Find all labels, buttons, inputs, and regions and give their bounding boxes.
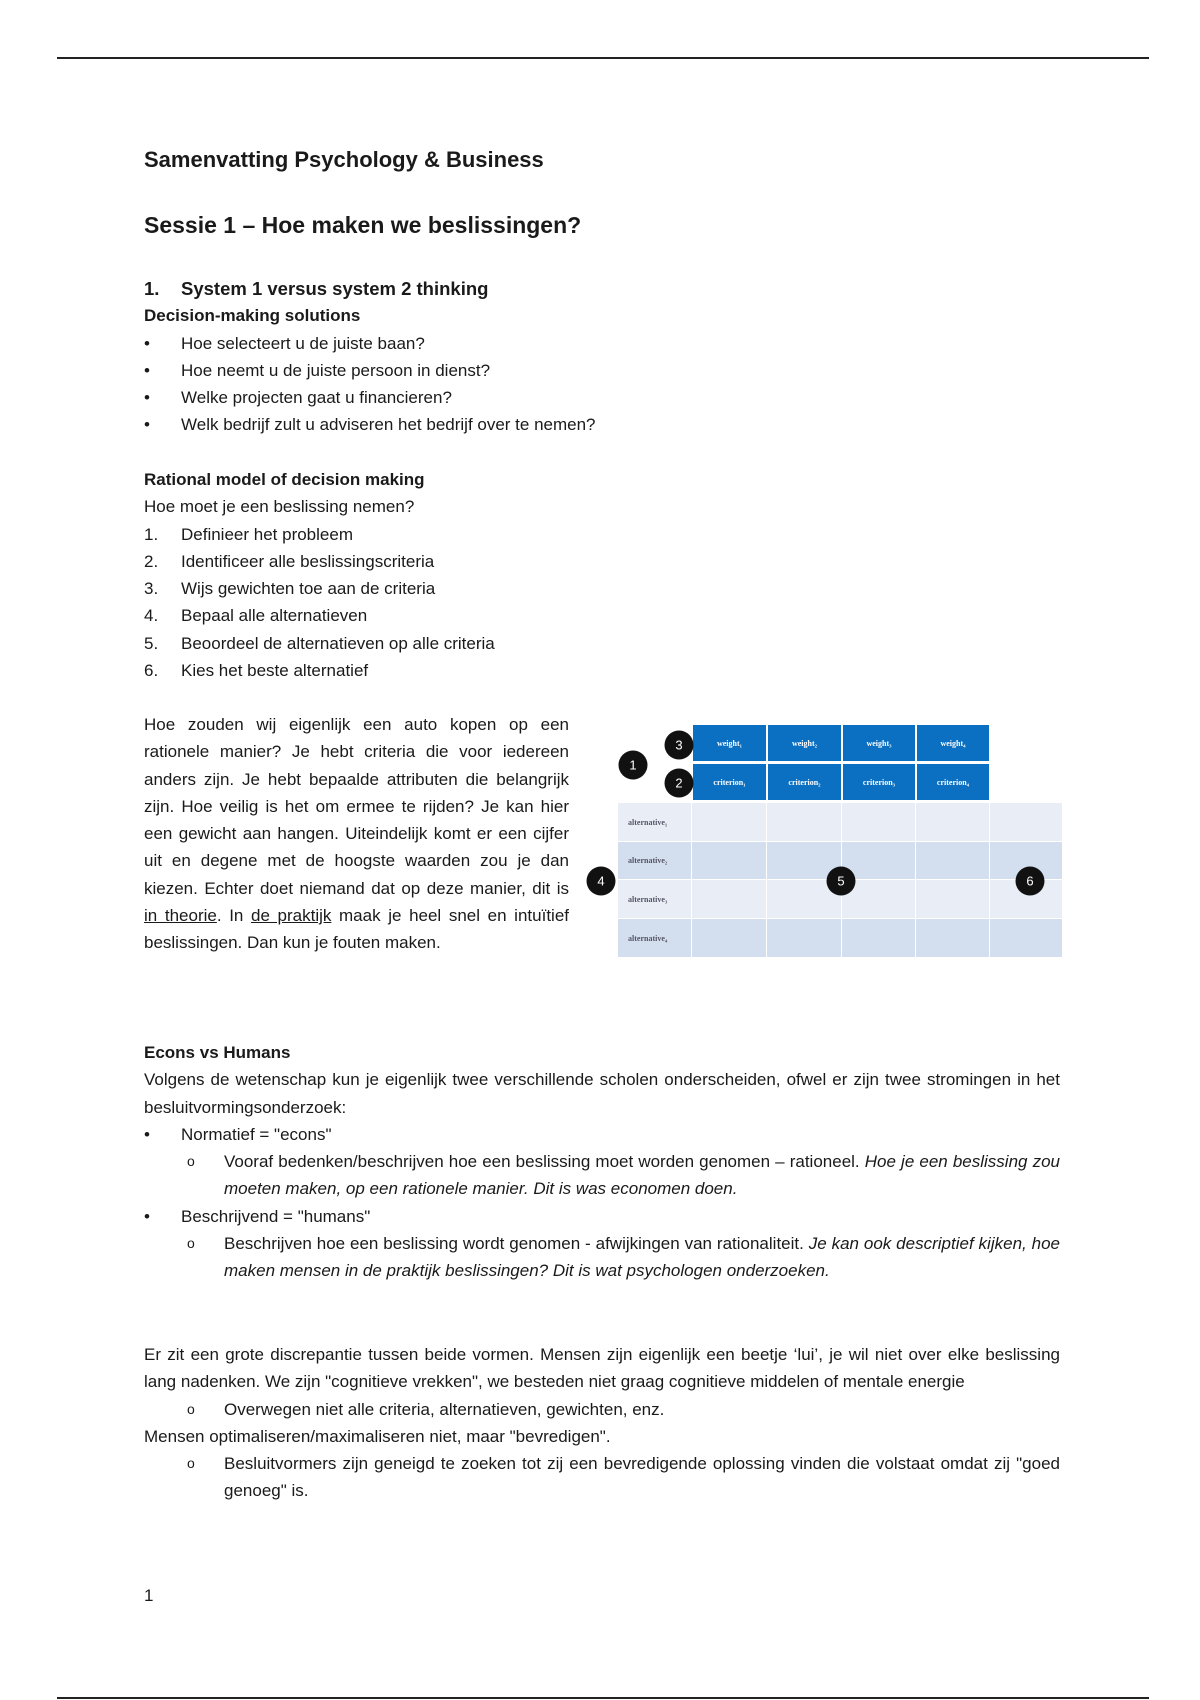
step-marker-6: 6 — [1016, 867, 1045, 896]
rational-heading: Rational model of decision making — [144, 470, 425, 489]
score-cell — [767, 803, 841, 841]
list-item: 2. Identificeer alle beslissingscriteria — [144, 551, 435, 571]
score-cell — [842, 919, 915, 957]
sub-list-item: o Overwegen niet alle criteria, alternatieven, gewichten, enz. — [187, 1399, 665, 1419]
top-rule — [57, 57, 1149, 59]
car-paragraph: Hoe zouden wij eigenlijk een auto kopen op een rationele manier? Je hebt criteria die voor iedereen anders zijn. Je hebt bepaalde attributen die belangrijk zijn. Hoe veilig is het om ermee te rijden? Je kan hier een gewicht aan hangen. Uiteindelijk komt er een cijfer uit en degene met de hoogste waarden zou je dan kiezen. Echter doet niemand dat op deze manier, dit is in theorie. In de praktijk maak je heel snel en intuïtief beslissingen. Dan kun je fouten maken. — [144, 715, 569, 953]
bottom-rule — [57, 1697, 1149, 1699]
rational-section — [144, 466, 1060, 684]
section-number: 1. — [144, 278, 160, 299]
econs-section — [144, 1039, 1060, 1285]
score-cell — [692, 880, 766, 918]
step-marker-2: 2 — [665, 769, 694, 798]
alternative-cell: alternative₂ — [618, 842, 691, 879]
score-cell — [842, 803, 915, 841]
list-item: 5. Beoordeel de alternatieven op alle criteria — [144, 633, 495, 653]
rational-steps — [144, 521, 1060, 685]
list-item: 4. Bepaal alle alternatieven — [144, 606, 368, 626]
step-marker-1: 1 — [619, 751, 648, 780]
list-item: • Welk bedrijf zult u adviseren het bedrijf over te nemen? — [144, 415, 596, 435]
criterion-header: criterion₁ — [692, 763, 767, 801]
list-item: • Beschrijvend = "humans" — [144, 1206, 371, 1226]
list-item: 3. Wijs gewichten toe aan de criteria — [144, 579, 436, 599]
rational-intro: Hoe moet je een beslissing nemen? — [144, 497, 415, 517]
section-title: System 1 versus system 2 thinking — [181, 278, 489, 299]
econs-intro: Volgens de wetenschap kun je eigenlijk twee verschillende scholen onderscheiden, ofwel er zijn twee stromingen in het besluitvormingsonderzoek: — [144, 1070, 1060, 1117]
sub-list-item: o Beschrijven hoe een beslissing wordt genomen - afwijkingen van rationaliteit. Je kan ook descriptief kijken, hoe maken mensen in de praktijk beslissingen? Dit is wat psychologen onderzoeken. — [187, 1234, 1060, 1281]
score-cell — [916, 803, 989, 841]
econs-list — [144, 1121, 1060, 1285]
decision-heading: Decision-making solutions — [144, 306, 361, 326]
list-item: • Normatief = "econs" — [144, 1124, 332, 1144]
discrepancy-paragraph: Er zit een grote discrepantie tussen beide vormen. Mensen zijn eigenlijk een beetje ‘lui’, je wil niet over elke beslissing lang nadenken. We zijn "cognitieve vrekken", we besteden niet graag cognitieve middelen of mentale energie — [144, 1345, 1060, 1392]
sub-list-item: o Besluitvormers zijn geneigd te zoeken tot zij een bevredigende oplossing vinden die volstaat omdat zij "goed genoeg" is. — [187, 1454, 1060, 1501]
alternative-cell: alternative₃ — [618, 880, 691, 918]
list-item: • Hoe neemt u de juiste persoon in dienst? — [144, 360, 491, 380]
list-item: • Hoe selecteert u de juiste baan? — [144, 333, 425, 353]
alternative-cell: alternative₄ — [618, 919, 691, 957]
step-marker-5: 5 — [827, 867, 856, 896]
weight-header: weight₂ — [767, 724, 842, 762]
discrepancy-section — [144, 1341, 1060, 1505]
score-cell — [767, 919, 841, 957]
decision-list — [144, 330, 1060, 439]
weight-header: weight₄ — [916, 724, 990, 762]
list-item: 6. Kies het beste alternatief — [144, 661, 369, 681]
score-cell — [990, 803, 1062, 841]
criterion-header: criterion₃ — [842, 763, 916, 801]
score-cell — [692, 919, 766, 957]
econs-heading: Econs vs Humans — [144, 1043, 291, 1062]
document-title: Samenvatting Psychology & Business — [144, 147, 544, 172]
section-1 — [144, 275, 1060, 439]
weight-header: weight₃ — [842, 724, 916, 762]
score-cell — [692, 803, 766, 841]
step-marker-4: 4 — [587, 867, 616, 896]
criterion-header: criterion₂ — [767, 763, 842, 801]
score-cell — [916, 842, 989, 879]
criterion-header: criterion₄ — [916, 763, 990, 801]
satisficing-text: Mensen optimaliseren/maximaliseren niet, maar "bevredigen". — [144, 1426, 611, 1446]
score-cell — [990, 919, 1062, 957]
section-1-heading — [144, 275, 1060, 302]
score-cell — [916, 919, 989, 957]
page-number: 1 — [144, 1586, 154, 1605]
score-cell — [916, 880, 989, 918]
list-item: 1. Definieer het probleem — [144, 524, 353, 544]
weight-header: weight₁ — [692, 724, 767, 762]
rational-model-diagram — [597, 722, 1068, 967]
step-marker-3: 3 — [665, 731, 694, 760]
list-item: • Welke projecten gaat u financieren? — [144, 388, 452, 408]
score-cell — [692, 842, 766, 879]
alternative-cell: alternative₁ — [618, 803, 691, 841]
session-heading: Sessie 1 – Hoe maken we beslissingen? — [144, 212, 582, 238]
sub-list-item: o Vooraf bedenken/beschrijven hoe een beslissing moet worden genomen – rationeel. Hoe je een beslissing zou moeten maken, op een rationele manier. Dit is was economen doen. — [187, 1152, 1060, 1199]
